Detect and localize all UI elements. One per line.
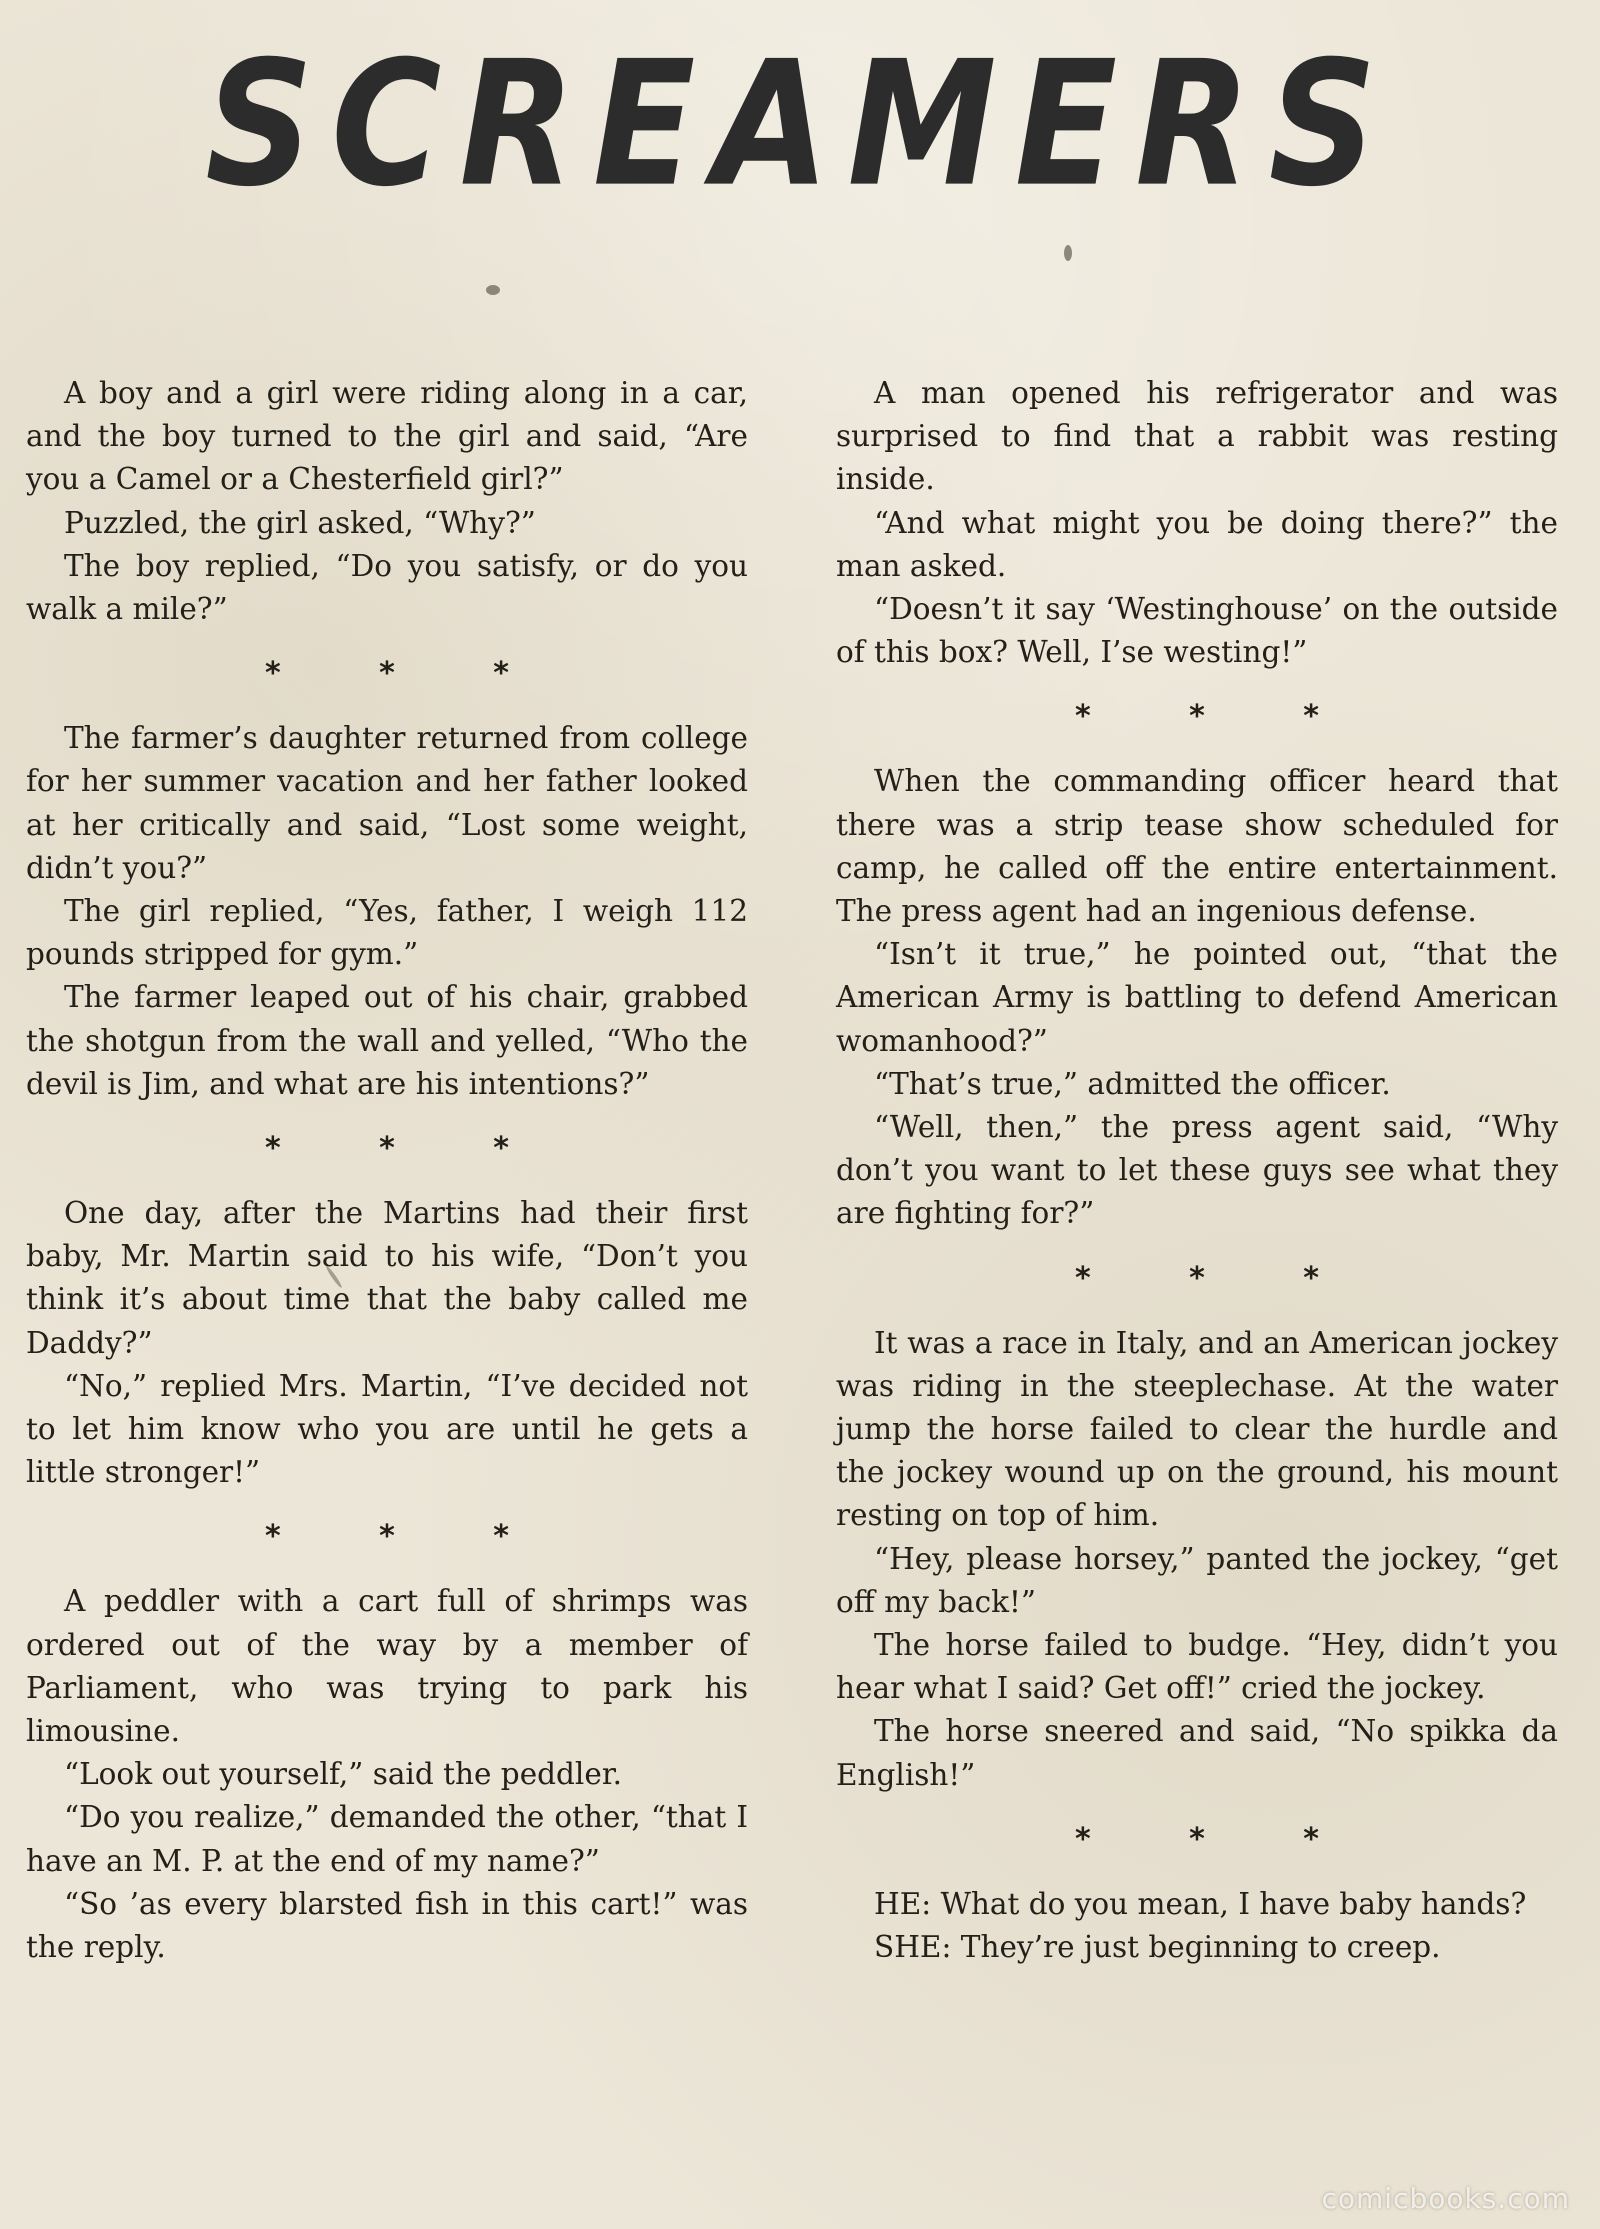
watermark: comicbooks.com — [1321, 2182, 1570, 2215]
joke-paragraph: The farmer leaped out of his chair, grabbed the shotgun from the wall and yelled, “Who the devil is Jim, and what are his intentions?” — [26, 980, 748, 1101]
joke — [836, 372, 1558, 674]
joke-separator: * * * — [265, 1519, 553, 1555]
joke-separator: * * * — [1075, 1821, 1363, 1857]
joke-paragraph: It was a race in Italy, and an American jockey was riding in the steeplechase. At the water jump the horse failed to clear the hurdle and the jockey wound up on the ground, his mount resting on top of him. — [836, 1325, 1558, 1533]
joke-paragraph: The girl replied, “Yes, father, I weigh 112 pounds stripped for gym.” — [26, 894, 748, 972]
joke-paragraph: When the commanding officer heard that there was a strip tease show scheduled for camp, he called off the entire entertainment. The press agent had an ingenious defense. — [836, 764, 1558, 929]
joke-paragraph: Puzzled, the girl asked, “Why?” — [64, 505, 536, 540]
page-title: SCREAMERS — [205, 24, 1395, 226]
joke-paragraph: “That’s true,” admitted the officer. — [874, 1066, 1391, 1101]
joke-paragraph: A man opened his refrigerator and was surprised to find that a rabbit was resting inside. — [836, 376, 1558, 497]
joke-separator: * * * — [1075, 699, 1363, 735]
joke-paragraph: SHE: They’re just beginning to creep. — [874, 1930, 1441, 1965]
joke-paragraph: “And what might you be doing there?” the man asked. — [836, 505, 1558, 583]
joke-paragraph: “Well, then,” the press agent said, “Why don’t you want to let these guys see what they are fighting for?” — [836, 1110, 1558, 1231]
joke-paragraph: “Do you realize,” demanded the other, “that I have an M. P. at the end of my name?” — [26, 1800, 748, 1878]
joke — [836, 1322, 1558, 1797]
joke-paragraph: A boy and a girl were riding along in a car, and the boy turned to the girl and said, “Are you a Camel or a Chesterfield girl?” — [26, 376, 748, 497]
joke — [836, 1883, 1558, 1969]
left-column — [26, 372, 748, 1969]
joke — [26, 372, 748, 631]
ink-spot — [486, 285, 500, 295]
joke — [836, 760, 1558, 1235]
joke-paragraph: The boy replied, “Do you satisfy, or do you walk a mile?” — [26, 548, 748, 627]
joke-paragraph: “Hey, please horsey,” panted the jockey, “get off my back!” — [836, 1541, 1558, 1619]
right-column — [836, 372, 1558, 1969]
joke-separator: * * * — [265, 656, 553, 692]
joke — [26, 1192, 748, 1494]
joke-paragraph: “So ’as every blarsted fish in this cart!” was the reply. — [26, 1886, 748, 1965]
joke-separator: * * * — [265, 1131, 553, 1167]
joke-separator: * * * — [1075, 1260, 1363, 1296]
joke-paragraph: HE: What do you mean, I have baby hands? — [874, 1886, 1527, 1921]
ink-spot — [1064, 245, 1072, 261]
joke-paragraph: The horse failed to budge. “Hey, didn’t you hear what I said? Get off!” cried the jockey. — [836, 1628, 1558, 1706]
joke — [26, 1580, 748, 1969]
joke-paragraph: “Look out yourself,” said the peddler. — [64, 1757, 623, 1792]
joke-paragraph: A peddler with a cart full of shrimps was ordered out of the way by a member of Parliament, who was trying to park his limousine. — [26, 1584, 748, 1749]
joke-paragraph: “Isn’t it true,” he pointed out, “that the American Army is battling to defend American womanhood?” — [836, 937, 1558, 1058]
joke-paragraph: “No,” replied Mrs. Martin, “I’ve decided not to let him know who you are until he gets a little stronger!” — [26, 1368, 748, 1490]
joke-paragraph: The farmer’s daughter returned from college for her summer vacation and her father looked at her critically and said, “Lost some weight, didn’t you?” — [26, 721, 748, 885]
joke-paragraph: “Doesn’t it say ‘Westinghouse’ on the outside of this box? Well, I’se westing!” — [836, 592, 1558, 670]
joke-paragraph: The horse sneered and said, “No spikka da English!” — [836, 1714, 1558, 1792]
joke-paragraph: One day, after the Martins had their first baby, Mr. Martin said to his wife, “Don’t you think it’s about time that the baby called me Daddy?” — [26, 1196, 748, 1360]
joke — [26, 717, 748, 1106]
